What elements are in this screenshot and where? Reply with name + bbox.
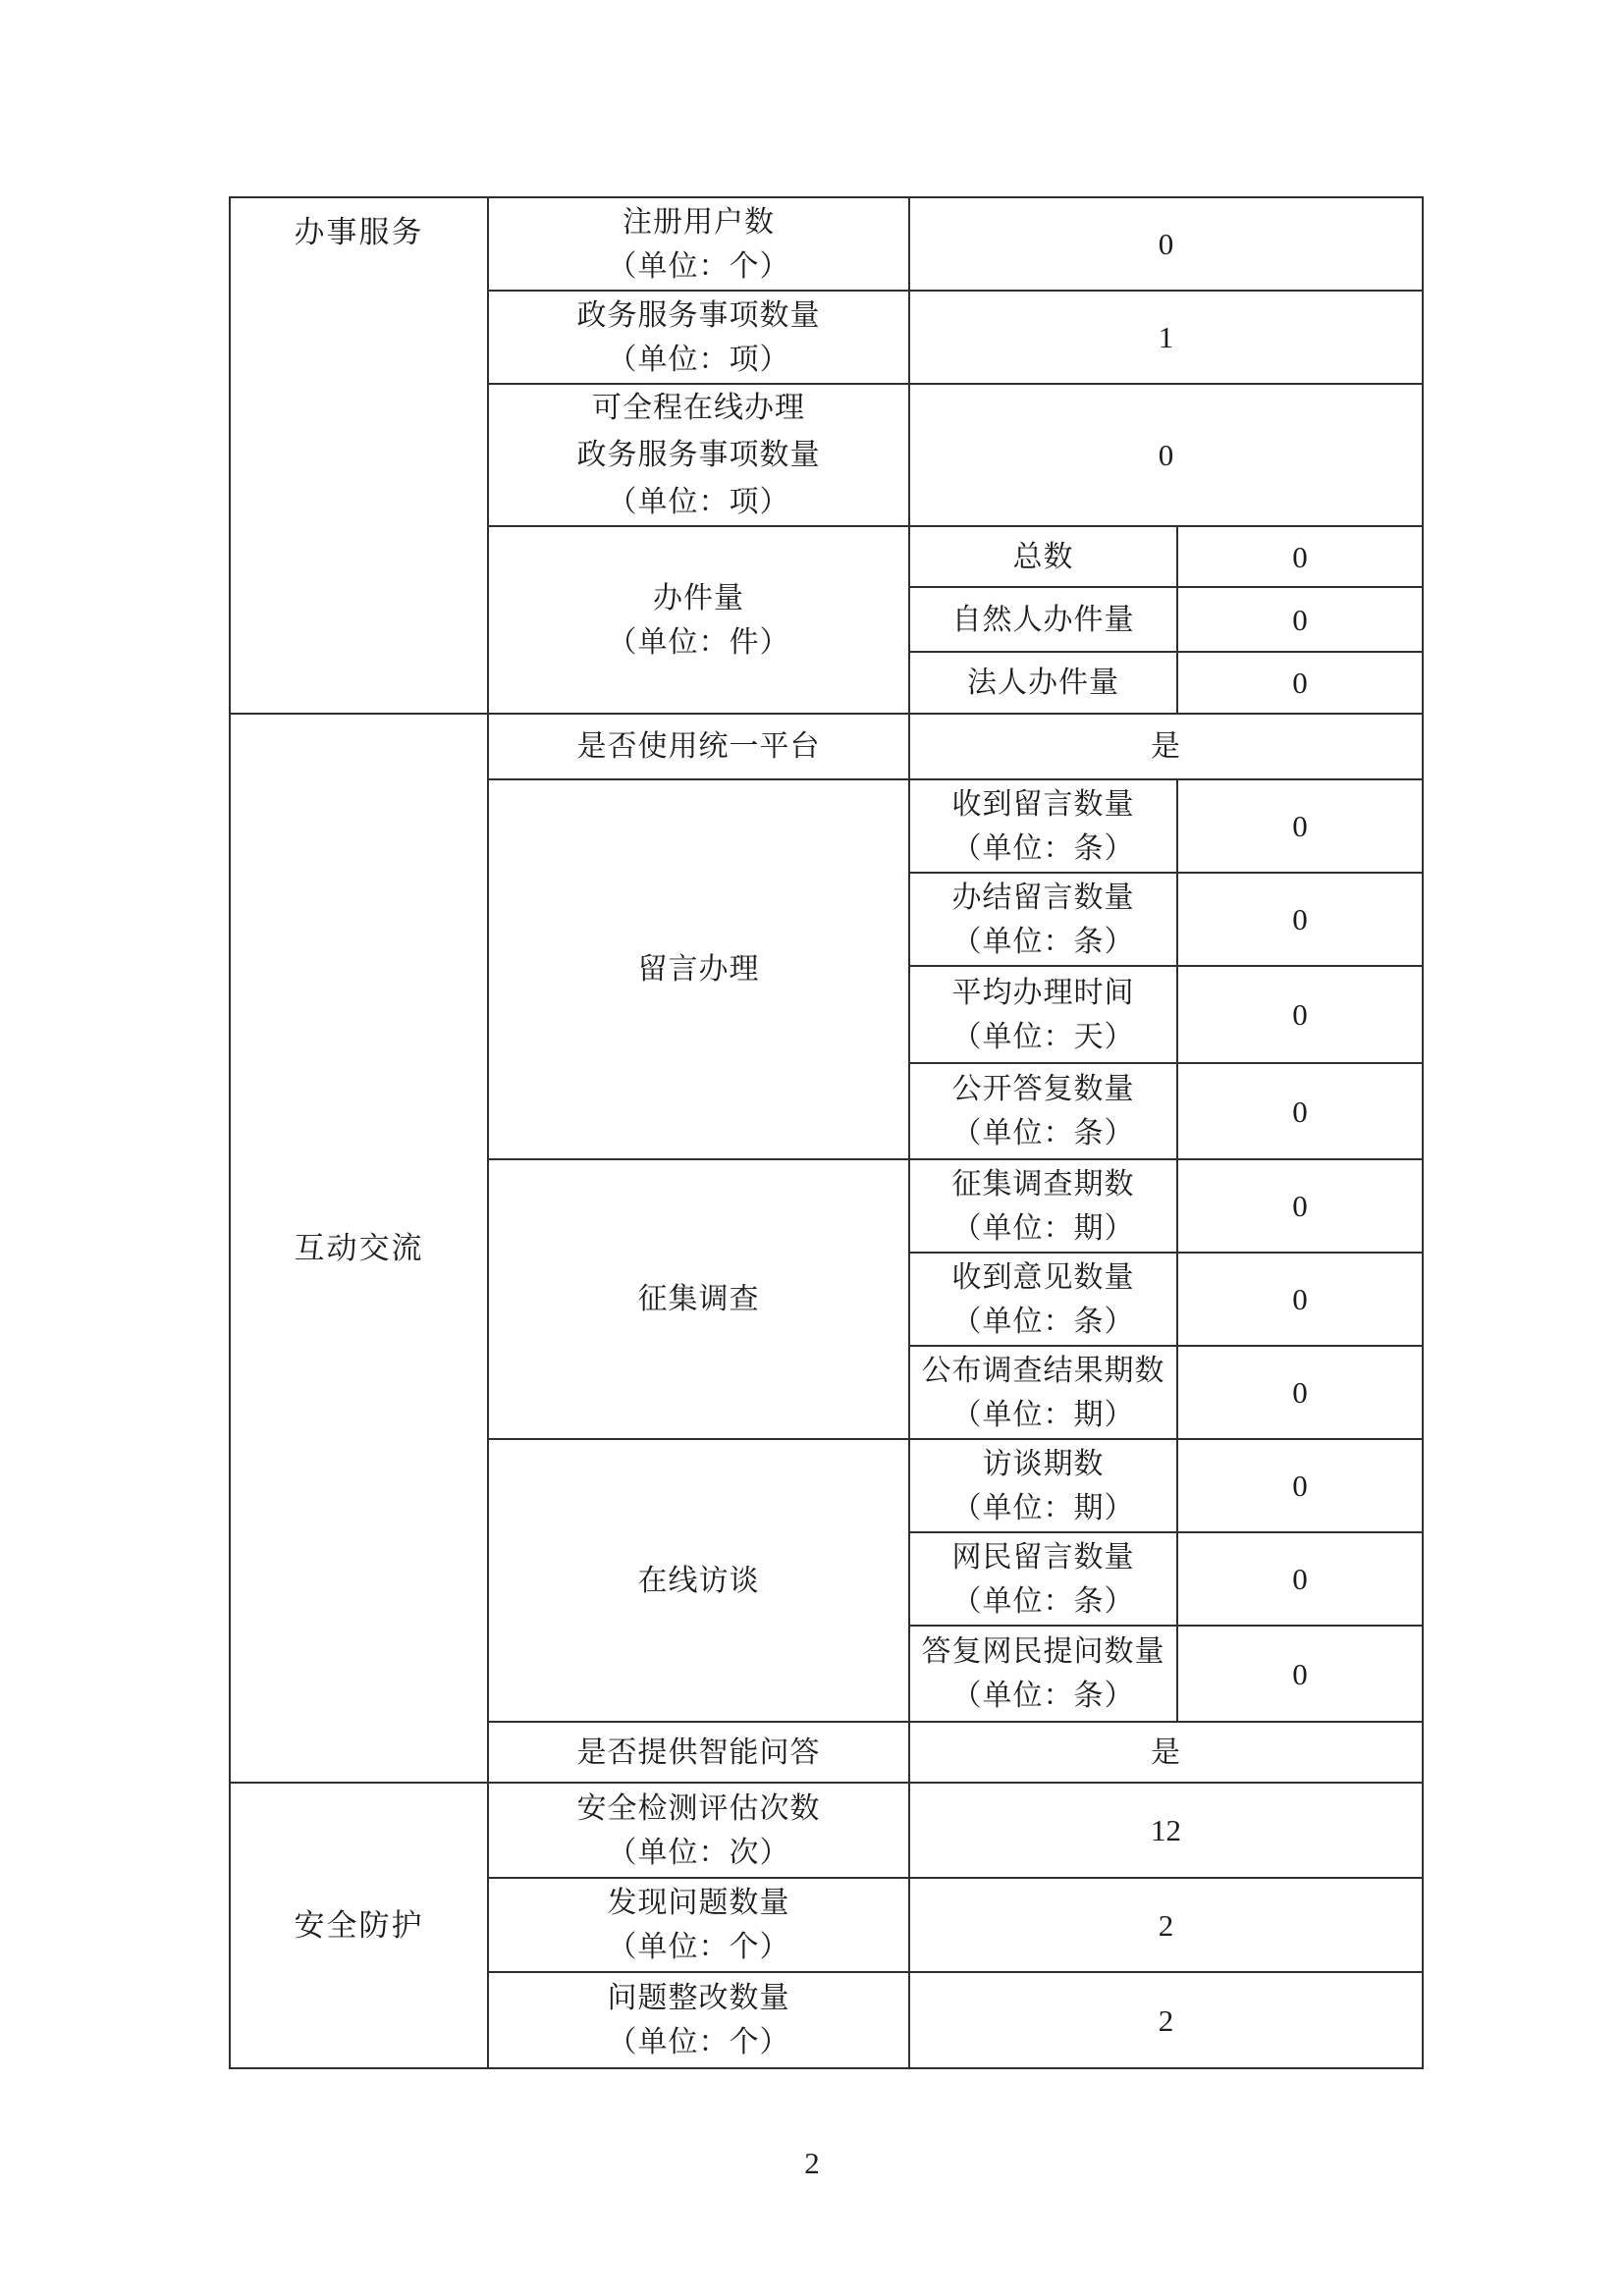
subitem-value-messages-received: 0 (1178, 780, 1422, 874)
unit-label: （单位：条） (951, 1305, 1135, 1338)
item-label-online-service-items: 可全程在线办理 政务服务事项数量 （单位：项） (489, 385, 910, 527)
subitem-label-legal-person: 法人办件量 (910, 653, 1178, 715)
unit-label: （单位：条） (951, 925, 1135, 958)
report-table (229, 196, 1424, 2069)
subitem-label-opinions-received: 收到意见数量 （单位：条） (910, 1254, 1178, 1347)
unit-label: （单位：期） (951, 1491, 1135, 1524)
subitem-label-average-time: 平均办理时间 （单位：天） (910, 967, 1178, 1064)
item-label-problems-found: 发现问题数量 （单位：个） (489, 1879, 910, 1973)
unit-label: （单位：期） (951, 1398, 1135, 1431)
subitem-value-interview-periods: 0 (1178, 1440, 1422, 1533)
subitem-value-messages-completed: 0 (1178, 874, 1422, 967)
subitem-label-questions-answered: 答复网民提问数量 （单位：条） (910, 1627, 1178, 1723)
page-number: 2 (804, 2146, 820, 2180)
item-label-survey: 征集调查 (489, 1160, 910, 1440)
item-value-smart-qa: 是 (910, 1723, 1422, 1784)
section-label-security (231, 1784, 489, 2067)
subitem-value-natural-person: 0 (1178, 588, 1422, 653)
item-label-message-handling: 留言办理 (489, 780, 910, 1160)
item-label-security-checks: 安全检测评估次数 （单位：次） (489, 1784, 910, 1879)
section-label-text: 安全防护 (294, 1908, 424, 1943)
unit-label: （单位：条） (951, 1680, 1135, 1712)
subitem-value-opinions-received: 0 (1178, 1254, 1422, 1347)
item-label-unified-platform: 是否使用统一平台 (489, 715, 910, 780)
subitem-value-public-replies: 0 (1178, 1064, 1422, 1160)
item-label-smart-qa: 是否提供智能问答 (489, 1723, 910, 1784)
unit-label: （单位：期） (951, 1211, 1135, 1245)
unit-label: （单位：次） (607, 1836, 790, 1869)
item-value-security-checks: 12 (910, 1784, 1422, 1879)
unit-label: （单位：条） (951, 831, 1135, 865)
section-label-text: 办事服务 (294, 215, 424, 249)
subitem-label-messages-completed: 办结留言数量 （单位：条） (910, 874, 1178, 967)
item-value-online-service-items: 0 (910, 385, 1422, 527)
subitem-label-total: 总数 (910, 527, 1178, 588)
subitem-value-total: 0 (1178, 527, 1422, 588)
item-label-service-items: 政务服务事项数量 （单位：项） (489, 292, 910, 385)
unit-label: （单位：条） (951, 1584, 1135, 1618)
item-label-problems-fixed: 问题整改数量 （单位：个） (489, 1973, 910, 2067)
subitem-value-netizen-messages: 0 (1178, 1533, 1422, 1627)
subitem-value-questions-answered: 0 (1178, 1627, 1422, 1723)
unit-label: （单位：条） (951, 1117, 1135, 1149)
subitem-label-survey-periods: 征集调查期数 （单位：期） (910, 1160, 1178, 1254)
subitem-label-interview-periods: 访谈期数 （单位：期） (910, 1440, 1178, 1533)
subitem-label-results-published: 公布调查结果期数 （单位：期） (910, 1347, 1178, 1440)
subitem-value-legal-person: 0 (1178, 653, 1422, 715)
section-label-text: 互动交流 (294, 1231, 424, 1265)
unit-label: （单位：个） (607, 249, 790, 283)
item-value-service-items: 1 (910, 292, 1422, 385)
section-label-interaction (231, 715, 489, 1784)
item-label-case-volume: 办件量 （单位：件） (489, 527, 910, 715)
item-value-problems-found: 2 (910, 1879, 1422, 1973)
unit-label: （单位：天） (951, 1020, 1135, 1053)
subitem-value-average-time: 0 (1178, 967, 1422, 1064)
subitem-label-natural-person: 自然人办件量 (910, 588, 1178, 653)
subitem-value-results-published: 0 (1178, 1347, 1422, 1440)
item-label-online-interview: 在线访谈 (489, 1440, 910, 1723)
unit-label: （单位：项） (607, 343, 790, 376)
item-label-registered-users: 注册用户数 （单位：个） (489, 198, 910, 292)
unit-label: （单位：个） (607, 1931, 790, 1963)
section-label-service (231, 198, 489, 715)
item-value-problems-fixed: 2 (1158, 2002, 1174, 2038)
subitem-label-messages-received: 收到留言数量 （单位：条） (910, 780, 1178, 874)
item-value-registered-users: 0 (910, 198, 1422, 292)
subitem-label-public-replies: 公开答复数量 （单位：条） (910, 1064, 1178, 1160)
unit-label: （单位：项） (607, 485, 790, 518)
item-value-unified-platform: 是 (910, 715, 1422, 780)
unit-label: （单位：个） (607, 2026, 790, 2058)
unit-label: （单位：件） (607, 625, 790, 659)
subitem-label-netizen-messages: 网民留言数量 （单位：条） (910, 1533, 1178, 1627)
subitem-value-survey-periods: 0 (1178, 1160, 1422, 1254)
